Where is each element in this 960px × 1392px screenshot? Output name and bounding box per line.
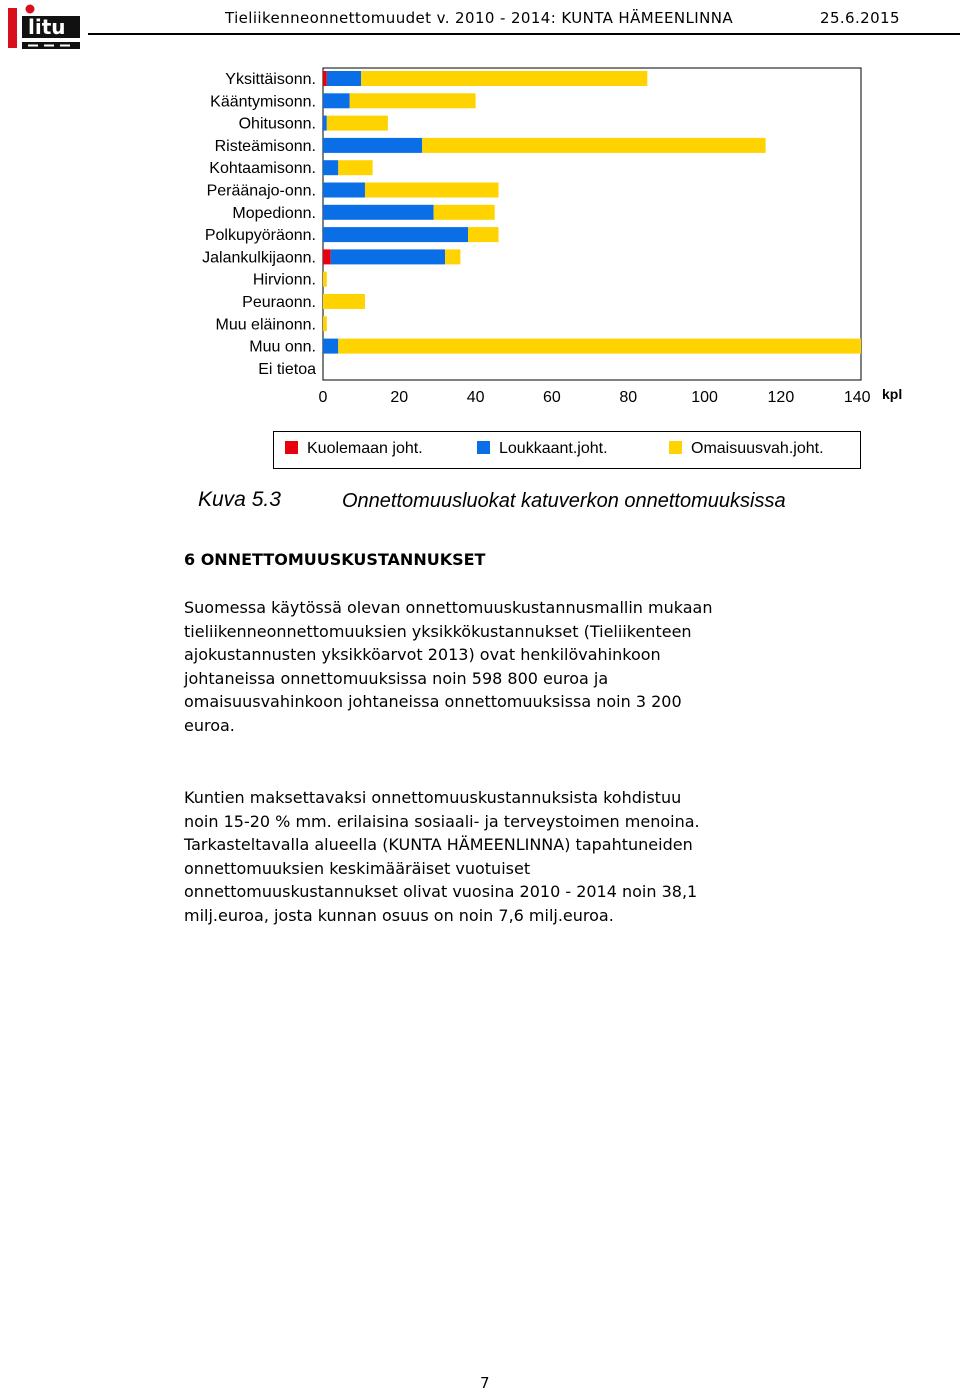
- bar-segment: [323, 294, 365, 309]
- paragraph-line: onnettomuuskustannukset olivat vuosina 2010 - 2014 noin 38,1: [184, 882, 698, 902]
- category-label: Mopedionn.: [232, 204, 316, 222]
- paragraph-line: Suomessa käytössä olevan onnettomuuskustannusmallin mukaan: [184, 598, 713, 617]
- logo-text: litu: [28, 15, 66, 39]
- paragraph-line: omaisuusvahinkoon johtaneissa onnettomuuksissa noin 3 200: [184, 692, 682, 712]
- category-label: Yksittäisonn.: [225, 71, 316, 88]
- bar-segment: [338, 339, 861, 354]
- category-label: Muu onn.: [249, 338, 316, 356]
- bar-segment: [323, 183, 365, 198]
- plot-frame: [323, 68, 861, 380]
- bar-segment: [323, 227, 468, 242]
- bar-segment: [323, 138, 422, 153]
- x-axis-unit: kpl: [882, 386, 903, 402]
- header-date: 25.6.2015: [820, 9, 900, 27]
- bar-segment: [468, 227, 499, 242]
- legend-swatch-fatal: [285, 441, 298, 454]
- category-label: Muu eläinonn.: [215, 316, 316, 334]
- paragraph-unit-costs: [184, 596, 884, 738]
- legend-item-fatal: [285, 440, 423, 458]
- x-tick-label: 120: [767, 389, 795, 406]
- x-tick-label: 60: [543, 389, 561, 406]
- x-tick-label: 20: [390, 389, 409, 406]
- logo-road-dash-3: [60, 45, 70, 47]
- litu-logo: [6, 2, 82, 56]
- paragraph-line: milj.euroa, josta kunnan osuus on noin 7,6 milj.euroa.: [184, 905, 614, 925]
- logo-road-dash-2: [44, 45, 54, 47]
- logo-road-dash-1: [28, 45, 38, 47]
- accident-class-chart: [0, 55, 960, 415]
- bar-segment: [331, 249, 445, 264]
- logo-red-dot: [26, 5, 35, 14]
- bar-segment: [323, 116, 327, 131]
- legend-label-fatal: Kuolemaan joht.: [307, 440, 423, 457]
- bar-segment: [323, 205, 434, 220]
- category-label: Ohitusonn.: [238, 115, 316, 133]
- x-tick-label: 80: [619, 389, 638, 406]
- legend-label-property: Omaisuusvah.joht.: [691, 440, 824, 457]
- paragraph-line: Tarkasteltavalla alueella (KUNTA HÄMEENLINNA) tapahtuneiden: [184, 835, 693, 855]
- bar-segment: [323, 93, 350, 108]
- category-label: Jalankulkijaonn.: [202, 249, 316, 267]
- chart-legend: [273, 431, 861, 469]
- figure-number: Kuva 5.3: [198, 488, 281, 511]
- paragraph-line: onnettomuuksien keskimääräiset vuotuiset: [184, 858, 531, 878]
- category-label: Peuraonn.: [242, 294, 316, 311]
- paragraph-line: Kuntien maksettavaksi onnettomuuskustannuksista kohdistuu: [184, 788, 682, 807]
- x-tick-label: 140: [843, 389, 871, 406]
- category-label: Kääntymisonn.: [210, 93, 316, 111]
- bar-segment: [323, 316, 327, 331]
- legend-swatch-property: [669, 441, 682, 454]
- x-tick-label: 40: [466, 389, 485, 406]
- category-label: Kohtaamisonn.: [209, 160, 316, 178]
- legend-label-injury: Loukkaant.joht.: [499, 440, 608, 457]
- logo-red-bar: [8, 8, 17, 48]
- bar-segment: [361, 71, 647, 86]
- section-heading: 6 ONNETTOMUUSKUSTANNUKSET: [184, 550, 486, 569]
- page-header: [0, 0, 960, 60]
- bar-segment: [445, 249, 460, 264]
- paragraph-line: ajokustannusten yksikköarvot 2013) ovat henkilövahinkoon: [184, 645, 661, 665]
- bar-segment: [434, 205, 495, 220]
- legend-swatch-injury: [477, 441, 490, 454]
- paragraph-municipal-costs: [184, 786, 884, 928]
- header-rule: [88, 33, 960, 35]
- category-label: Risteämisonn.: [214, 137, 316, 155]
- bar-segment: [323, 339, 338, 354]
- paragraph-line: noin 15-20 % mm. erilaisina sosiaali- ja terveystoimen menoina.: [184, 811, 700, 831]
- bar-segment: [350, 93, 476, 108]
- category-label: Polkupyöräonn.: [204, 227, 316, 245]
- paragraph-line: euroa.: [184, 715, 235, 735]
- x-tick-label: 0: [318, 389, 328, 406]
- bar-segment: [323, 160, 338, 175]
- x-tick-label: 100: [691, 389, 718, 406]
- header-title: Tieliikenneonnettomuudet v. 2010 - 2014: KUNTA HÄMEENLINNA: [225, 9, 733, 27]
- bar-segment: [422, 138, 765, 153]
- figure-caption: Onnettomuusluokat katuverkon onnettomuuksissa: [342, 490, 786, 512]
- paragraph-line: johtaneissa onnettomuuksissa noin 598 800 euroa ja: [184, 668, 609, 688]
- legend-item-property: [669, 440, 824, 458]
- bar-segment: [327, 71, 361, 86]
- bar-segment: [338, 160, 372, 175]
- category-label: Peräänajo-onn.: [206, 182, 316, 200]
- bar-segment: [365, 183, 499, 198]
- paragraph-line: tieliikenneonnettomuuksien yksikkökustannukset (Tieliikenteen: [184, 621, 692, 641]
- bar-segment: [323, 272, 327, 287]
- bar-segment: [323, 249, 331, 264]
- category-label: Ei tietoa: [258, 360, 316, 378]
- category-label: Hirvionn.: [252, 271, 316, 289]
- bar-segment: [323, 71, 327, 86]
- legend-item-injury: [477, 440, 608, 458]
- bar-segment: [327, 116, 388, 131]
- page-number: 7: [480, 1374, 490, 1392]
